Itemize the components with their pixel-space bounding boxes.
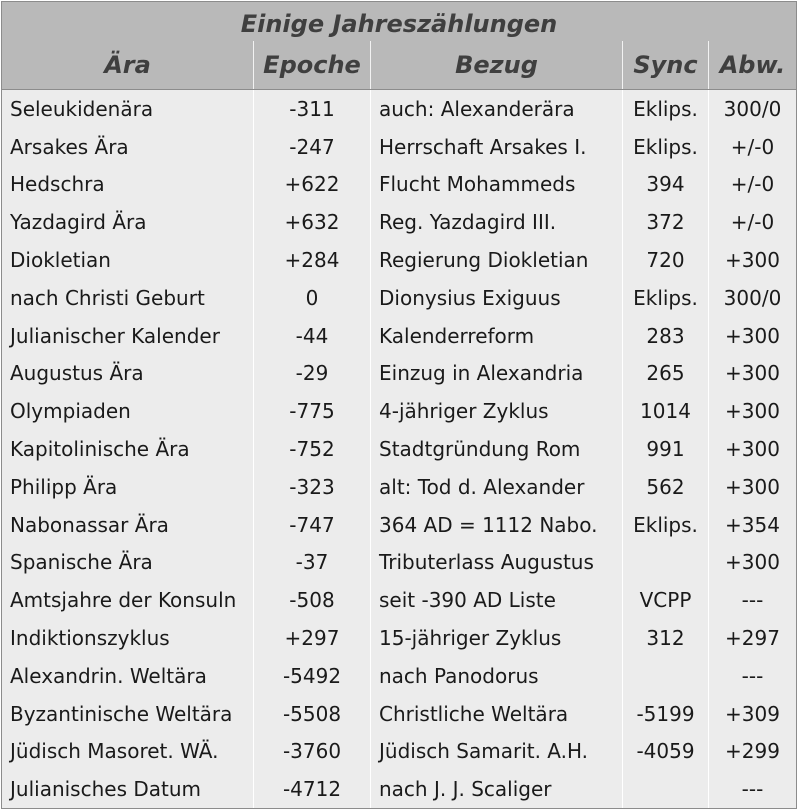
cell-sync: -5199 [623, 695, 709, 733]
era-table [1, 1, 797, 809]
cell-era: Yazdagird Ära [2, 203, 254, 241]
cell-deviation: +300 [709, 468, 797, 506]
cell-epoch: +632 [254, 203, 371, 241]
cell-reference: Dionysius Exiguus [371, 279, 623, 317]
cell-deviation: +300 [709, 241, 797, 279]
cell-reference: alt: Tod d. Alexander [371, 468, 623, 506]
cell-epoch: 0 [254, 279, 371, 317]
cell-sync: VCPP [623, 581, 709, 619]
cell-epoch: -37 [254, 544, 371, 582]
table-row [2, 733, 797, 771]
cell-reference: Herrschaft Arsakes I. [371, 128, 623, 166]
header-reference: Bezug [371, 41, 623, 90]
cell-sync: Eklips. [623, 90, 709, 128]
cell-deviation: +300 [709, 392, 797, 430]
cell-reference: Flucht Mohammeds [371, 166, 623, 204]
cell-reference: Tributerlass Augustus [371, 544, 623, 582]
cell-era: Kapitolinische Ära [2, 430, 254, 468]
cell-deviation: +309 [709, 695, 797, 733]
cell-deviation: +300 [709, 430, 797, 468]
cell-deviation: --- [709, 770, 797, 808]
cell-era: Alexandrin. Weltära [2, 657, 254, 695]
cell-epoch: -247 [254, 128, 371, 166]
table-row [2, 430, 797, 468]
header-deviation: Abw. [709, 41, 797, 90]
cell-era: Diokletian [2, 241, 254, 279]
cell-deviation: +297 [709, 619, 797, 657]
cell-sync: 372 [623, 203, 709, 241]
table-row [2, 355, 797, 393]
cell-epoch: -747 [254, 506, 371, 544]
table-row [2, 619, 797, 657]
cell-reference: seit -390 AD Liste [371, 581, 623, 619]
cell-deviation: --- [709, 657, 797, 695]
cell-epoch: -44 [254, 317, 371, 355]
header-row [2, 41, 797, 90]
table-row [2, 203, 797, 241]
cell-reference: 4-jähriger Zyklus [371, 392, 623, 430]
cell-epoch: -5508 [254, 695, 371, 733]
cell-sync: Eklips. [623, 128, 709, 166]
table-row [2, 695, 797, 733]
cell-reference: 15-jähriger Zyklus [371, 619, 623, 657]
cell-era: Olympiaden [2, 392, 254, 430]
cell-sync: 312 [623, 619, 709, 657]
cell-era: Seleukidenära [2, 90, 254, 128]
table-row [2, 581, 797, 619]
cell-era: Julianisches Datum [2, 770, 254, 808]
cell-sync: -4059 [623, 733, 709, 771]
table-row [2, 392, 797, 430]
table-title: Einige Jahreszählungen [1, 1, 797, 41]
cell-epoch: -752 [254, 430, 371, 468]
table-row [2, 468, 797, 506]
cell-sync: Eklips. [623, 279, 709, 317]
cell-era: Indiktionszyklus [2, 619, 254, 657]
cell-era: Spanische Ära [2, 544, 254, 582]
cell-sync: 265 [623, 355, 709, 393]
table-row [2, 166, 797, 204]
cell-reference: Jüdisch Samarit. A.H. [371, 733, 623, 771]
cell-epoch: -3760 [254, 733, 371, 771]
cell-deviation: +300 [709, 544, 797, 582]
cell-reference: nach J. J. Scaliger [371, 770, 623, 808]
cell-epoch: -323 [254, 468, 371, 506]
cell-era: Philipp Ära [2, 468, 254, 506]
cell-reference: Stadtgründung Rom [371, 430, 623, 468]
cell-reference: Regierung Diokletian [371, 241, 623, 279]
cell-era: Arsakes Ära [2, 128, 254, 166]
cell-epoch: +622 [254, 166, 371, 204]
cell-era: Hedschra [2, 166, 254, 204]
cell-sync: Eklips. [623, 506, 709, 544]
cell-era: Byzantinische Weltära [2, 695, 254, 733]
cell-reference: Christliche Weltära [371, 695, 623, 733]
cell-epoch: -5492 [254, 657, 371, 695]
cell-sync [623, 657, 709, 695]
cell-epoch: -4712 [254, 770, 371, 808]
table-row [2, 128, 797, 166]
table-row [2, 241, 797, 279]
cell-reference: nach Panodorus [371, 657, 623, 695]
cell-epoch: -775 [254, 392, 371, 430]
cell-reference: Reg. Yazdagird III. [371, 203, 623, 241]
cell-deviation: 300/0 [709, 90, 797, 128]
cell-era: Nabonassar Ära [2, 506, 254, 544]
cell-epoch: -311 [254, 90, 371, 128]
cell-deviation: 300/0 [709, 279, 797, 317]
cell-deviation: +/-0 [709, 128, 797, 166]
cell-era: Julianischer Kalender [2, 317, 254, 355]
cell-era: Augustus Ära [2, 355, 254, 393]
cell-reference: Kalenderreform [371, 317, 623, 355]
cell-era: Jüdisch Masoret. WÄ. [2, 733, 254, 771]
cell-sync: 283 [623, 317, 709, 355]
cell-sync [623, 544, 709, 582]
cell-deviation: +/-0 [709, 166, 797, 204]
cell-deviation: +300 [709, 355, 797, 393]
table-row [2, 770, 797, 808]
table-row [2, 506, 797, 544]
cell-sync: 1014 [623, 392, 709, 430]
cell-epoch: +284 [254, 241, 371, 279]
cell-epoch: -29 [254, 355, 371, 393]
table-body [2, 90, 797, 809]
table-row [2, 317, 797, 355]
table-row [2, 657, 797, 695]
cell-sync: 394 [623, 166, 709, 204]
cell-deviation: +/-0 [709, 203, 797, 241]
cell-era: Amtsjahre der Konsuln [2, 581, 254, 619]
cell-reference: auch: Alexanderära [371, 90, 623, 128]
cell-deviation: +354 [709, 506, 797, 544]
cell-era: nach Christi Geburt [2, 279, 254, 317]
cell-reference: 364 AD = 1112 Nabo. [371, 506, 623, 544]
cell-sync: 562 [623, 468, 709, 506]
cell-sync [623, 770, 709, 808]
table-row [2, 544, 797, 582]
table-row [2, 90, 797, 128]
header-epoch: Epoche [254, 41, 371, 90]
header-sync: Sync [623, 41, 709, 90]
cell-deviation: +299 [709, 733, 797, 771]
cell-reference: Einzug in Alexandria [371, 355, 623, 393]
header-era: Ära [2, 41, 254, 90]
cell-epoch: -508 [254, 581, 371, 619]
table-row [2, 279, 797, 317]
cell-sync: 991 [623, 430, 709, 468]
cell-deviation: +300 [709, 317, 797, 355]
cell-deviation: --- [709, 581, 797, 619]
cell-epoch: +297 [254, 619, 371, 657]
cell-sync: 720 [623, 241, 709, 279]
